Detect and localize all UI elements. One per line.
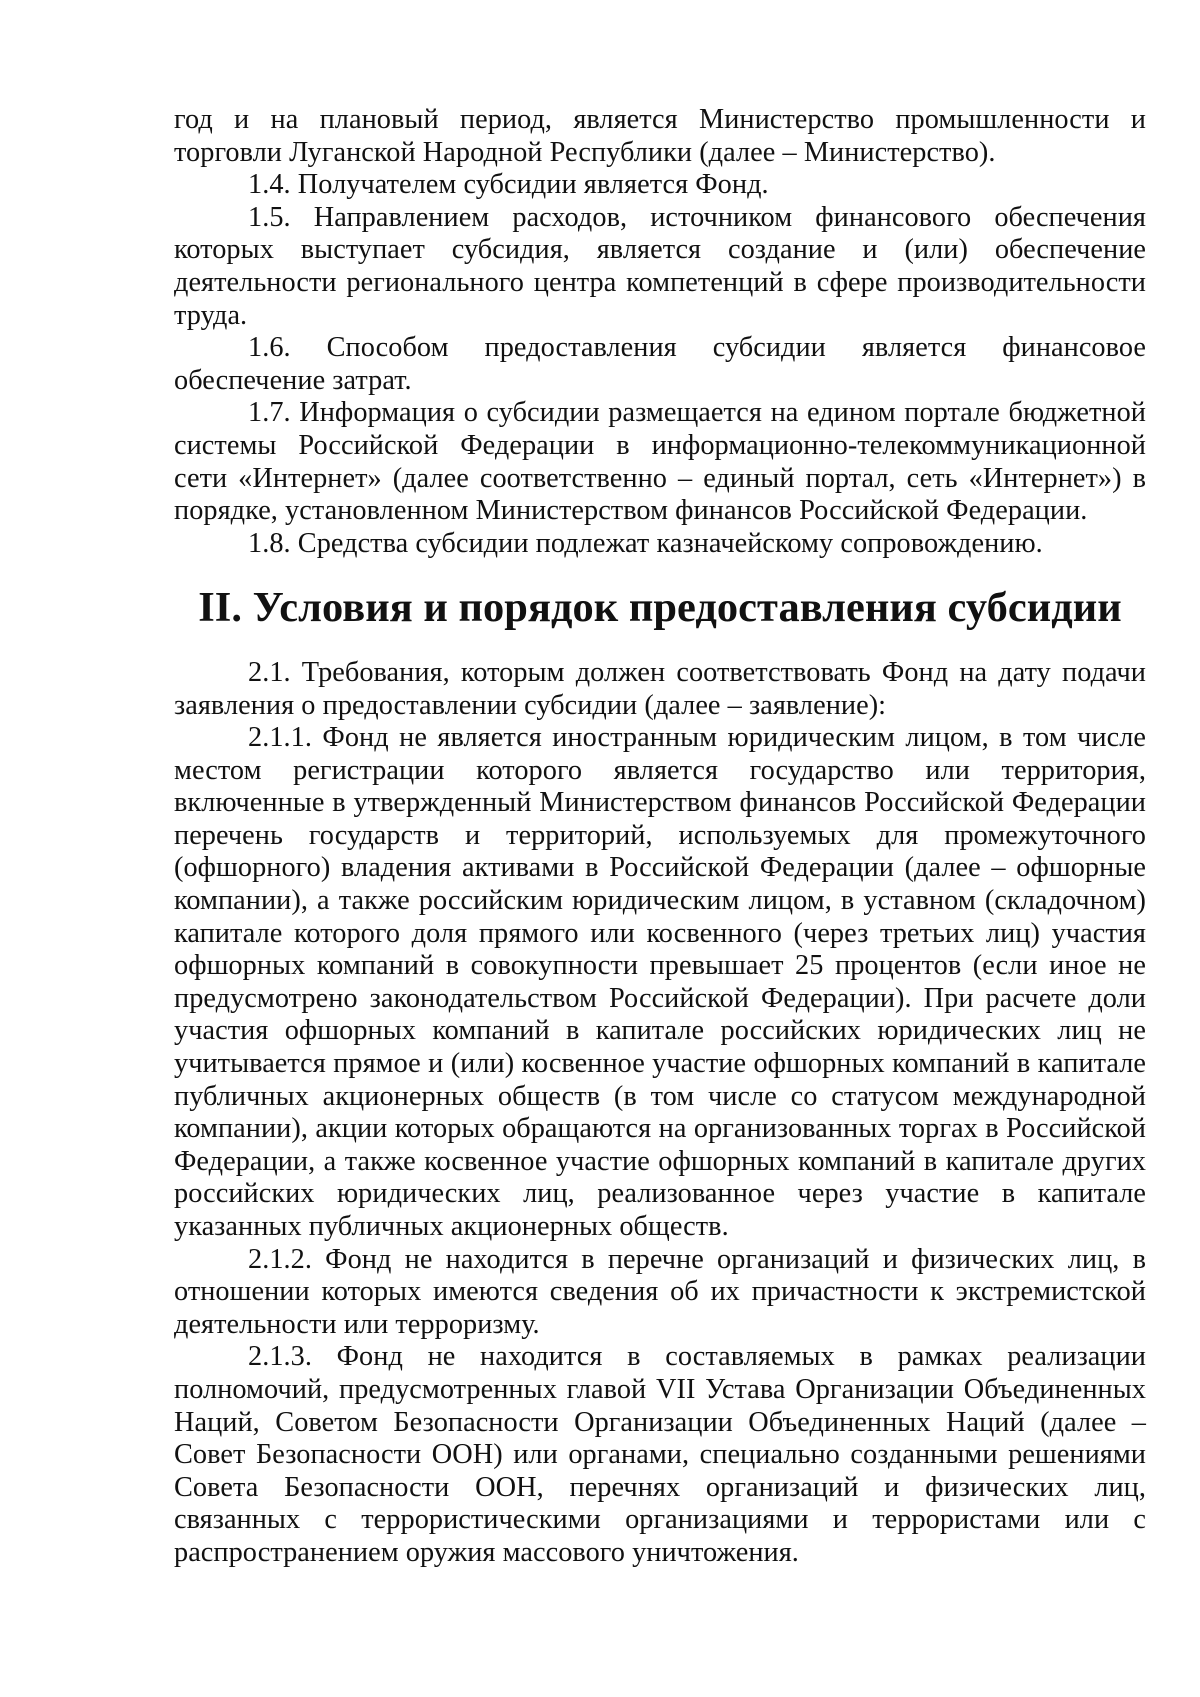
paragraph-2-1-3: 2.1.3. Фонд не находится в составляемых в рамках реализации полномочий, предусмотренных главой VII Устава Организации Объединенных Наций, Советом Безопасности Организации Объединенных Наций (далее – Совет Безопасности ООН) или органами, специально созданными решениями Совета Безопасности ООН, перечнях организаций и физических лиц, связанных с террористическими организациями и террористами или с распространением оружия массового уничтожения. [174,1341,1146,1568]
paragraph-1-8: 1.8. Средства субсидии подлежат казначейскому сопровождению. [248,527,1043,559]
document-page [174,104,1146,1570]
paragraph-1-6: 1.6. Способом предоставления субсидии является финансовое обеспечение затрат. [174,332,1146,396]
paragraph-2-1: 2.1. Требования, которым должен соответствовать Фонд на дату подачи заявления о предоставлении субсидии (далее – заявление): [174,656,1146,721]
paragraph-1-4: 1.4. Получателем субсидии является Фонд. [248,169,769,201]
section-heading: II. Условия и порядок предоставления субсидии [198,584,1122,632]
paragraph-1-7: 1.7. Информация о субсидии размещается на едином портале бюджетной системы Российской Федерации в информационно-телекоммуникационной сети «Интернет» (далее соответственно – единый портал, сеть «Интернет») в порядке, установленном Министерством финансов Российской Федерации. [174,397,1146,527]
paragraph-2-1-2: 2.1.2. Фонд не находится в перечне организаций и физических лиц, в отношении которых имеются сведения об их причастности к экстремистской деятельности или терроризму. [174,1243,1146,1340]
paragraph-1-5: 1.5. Направлением расходов, источником финансового обеспечения которых выступает субсидия, является создание и (или) обеспечение деятельности регионального центра компетенций в сфере производительности труда. [174,201,1146,331]
paragraph-2-1-1: 2.1.1. Фонд не является иностранным юридическим лицом, в том числе местом регистрации которого является государство или территория, включенные в утвержденный Министерством финансов Российской Федерации перечень государств и территорий, используемых для промежуточного (офшорного) владения активами в Российской Федерации (далее – офшорные компании), а также российским юридическим лицом, в уставном (складочном) капитале которого доля прямого или косвенного (через третьих лиц) участия офшорных компаний в совокупности превышает 25 процентов (если иное не предусмотрено законодательством Российской Федерации). При расчете доли участия офшорных компаний в капитале российских юридических лиц не учитывается прямое и (или) косвенное участие офшорных компаний в капитале публичных акционерных обществ (в том числе со статусом международной компании), акции которых обращаются на организованных торгах в Российской Федерации, а также косвенное участие офшорных компаний в капитале других российских юридических лиц, реализованное через участие в капитале указанных публичных акционерных обществ. [174,722,1146,1242]
paragraph-1-3-continuation: год и на плановый период, является Министерство промышленности и торговли Луганской Народной Республики (далее – Министерство). [174,104,1146,168]
